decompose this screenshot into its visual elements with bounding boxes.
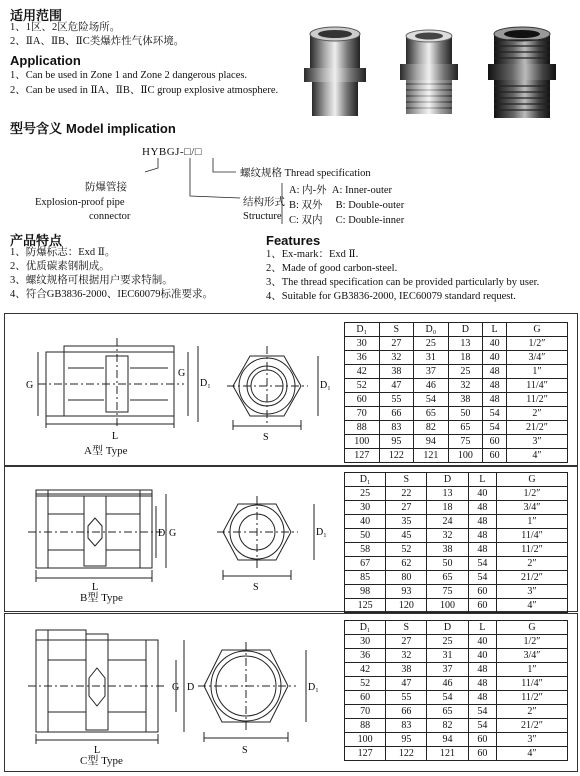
type-b-d-label: D <box>158 528 166 539</box>
application-line-2: 2、Can be used in ⅡA、ⅡB、ⅡC group explosive atmosphere. <box>10 85 279 96</box>
type-b-table <box>344 472 568 613</box>
type-a-d1-label: D₁ <box>200 378 211 389</box>
application-title: Application <box>10 53 81 68</box>
applicable-range-title: 适用范围 <box>10 9 63 24</box>
type-c-d1-label: D₁ <box>308 682 319 693</box>
structure-cn: 结构形式 <box>243 197 285 208</box>
table-row: 25 22 13 40 1/2″ <box>345 487 568 501</box>
features-cn-line: 3、螺纹规格可根据用户要求特制。 <box>10 275 173 286</box>
table-row: 60 55 54 38 48 11/2″ <box>345 393 568 407</box>
table-row: 50 45 32 48 11/4″ <box>345 529 568 543</box>
table-row: 127 122 121 60 4″ <box>345 747 568 761</box>
table-row: 98 93 75 60 3″ <box>345 585 568 599</box>
structure-option-c: C: 双内 C: Double-inner <box>289 215 405 226</box>
type-a-table <box>344 322 568 463</box>
product-name-cn: 防爆管接 <box>85 182 127 193</box>
type-b-caption: B型 Type <box>80 592 123 604</box>
structure-option-b: B: 双外 B: Double-outer <box>289 200 405 211</box>
features-cn-line: 1、防爆标志：Exd Ⅱ。 <box>10 247 116 258</box>
type-c-l-label: L <box>94 745 101 756</box>
features-cn-line: 2、优质碳素钢制成。 <box>10 261 110 272</box>
type-b-s-label: S <box>253 582 259 593</box>
type-c-g-label: G <box>172 682 180 693</box>
model-title-en: Model implication <box>66 121 176 136</box>
features-en-title: Features <box>266 233 321 248</box>
thread-spec-label <box>240 167 371 180</box>
applicable-range-line-1: 1、1区、2区危险场所。 <box>10 22 121 33</box>
table-row: 42 38 37 25 48 1″ <box>345 365 568 379</box>
table-row: 58 52 38 48 11/2″ <box>345 543 568 557</box>
photo-type-b <box>400 30 458 114</box>
table-row: 125 120 100 60 4″ <box>345 599 568 613</box>
features-cn-line: 4、符合GB3836-2000、IEC60079标准要求。 <box>10 289 213 300</box>
structure-option-a: A: 内-外 A: Inner-outer <box>289 185 393 196</box>
features-en-list <box>266 248 539 304</box>
product-name-en-1: Explosion-proof pipe <box>35 197 125 208</box>
table-row: 67 62 50 54 2″ <box>345 557 568 571</box>
features-cn-title: 产品特点 <box>10 234 63 249</box>
type-a-caption: A型 Type <box>84 445 128 457</box>
type-a-drawing <box>8 316 338 462</box>
table-row: 52 47 46 32 48 11/4″ <box>345 379 568 393</box>
thread-spec-cn: 螺纹规格 <box>240 168 282 179</box>
table-row: 88 83 82 65 54 21/2″ <box>345 421 568 435</box>
table-row: 40 35 24 48 1″ <box>345 515 568 529</box>
features-en-line: 3、The thread specification can be provided particularly by user. <box>266 277 540 288</box>
thread-spec-en: Thread specification <box>284 168 371 179</box>
type-a-d1-end-label: D₁ <box>320 380 331 391</box>
type-b-d1-label: D₁ <box>316 527 327 538</box>
table-row: 30 27 18 48 3/4″ <box>345 501 568 515</box>
type-a-l-label: L <box>112 431 119 442</box>
table-row: 60 55 54 48 11/2″ <box>345 691 568 705</box>
features-en-line: 1、Ex-mark：Exd Ⅱ. <box>266 249 359 260</box>
features-cn-list <box>10 246 213 302</box>
table-row: 36 32 31 40 3/4″ <box>345 649 568 663</box>
features-en-line: 2、Made of good carbon-steel. <box>266 263 398 274</box>
table-row: 85 80 65 54 21/2″ <box>345 571 568 585</box>
model-title-cn: 型号含义 <box>10 122 63 137</box>
table-row: 100 95 94 60 3″ <box>345 733 568 747</box>
table-row: 100 95 94 75 60 3″ <box>345 435 568 449</box>
type-c-table <box>344 620 568 761</box>
features-en-line: 4、Suitable for GB3836-2000, IEC60079 standard request. <box>266 291 516 302</box>
table-row: 70 66 65 50 54 2″ <box>345 407 568 421</box>
model-code: HYBGJ-□/□ <box>142 146 202 158</box>
product-name-en-2: connector <box>89 211 131 222</box>
type-c-drawing <box>8 616 338 766</box>
type-b-l-label: L <box>92 582 99 593</box>
table-row: 127 122 121 100 60 4″ <box>345 449 568 463</box>
table-row: 36 32 31 18 40 3/4″ <box>345 351 568 365</box>
table-header-row: D₁ S D L G <box>345 473 568 487</box>
table-row: 52 47 46 48 11/4″ <box>345 677 568 691</box>
table-row: 30 27 25 13 40 1/2″ <box>345 337 568 351</box>
table-header-row: D₁ S D₀ D L G <box>345 323 568 337</box>
photo-type-c <box>488 27 556 118</box>
table-row: 88 83 82 54 21/2″ <box>345 719 568 733</box>
application-line-1: 1、Can be used in Zone 1 and Zone 2 dangerous places. <box>10 70 248 81</box>
type-b-drawing <box>8 470 338 610</box>
structure-options <box>289 183 404 228</box>
table-row: 42 38 37 48 1″ <box>345 663 568 677</box>
table-header-row: D₁ S D L G <box>345 621 568 635</box>
table-row: 70 66 65 54 2″ <box>345 705 568 719</box>
model-heading <box>10 118 176 138</box>
type-b-g-label: G <box>169 528 177 539</box>
applicable-range-line-2: 2、ⅡA、ⅡB、ⅡC类爆炸性气体环境。 <box>10 36 185 47</box>
type-c-caption: C型 Type <box>80 755 123 767</box>
type-a-g-right-label: G <box>178 368 186 379</box>
type-c-d-label: D <box>187 682 195 693</box>
type-a-g-label: G <box>26 380 34 391</box>
product-photos <box>292 20 572 124</box>
photo-type-a <box>304 27 366 116</box>
type-a-s-label: S <box>263 432 269 443</box>
structure-en: Structure <box>243 211 282 222</box>
table-row: 30 27 25 40 1/2″ <box>345 635 568 649</box>
type-c-s-label: S <box>242 745 248 756</box>
